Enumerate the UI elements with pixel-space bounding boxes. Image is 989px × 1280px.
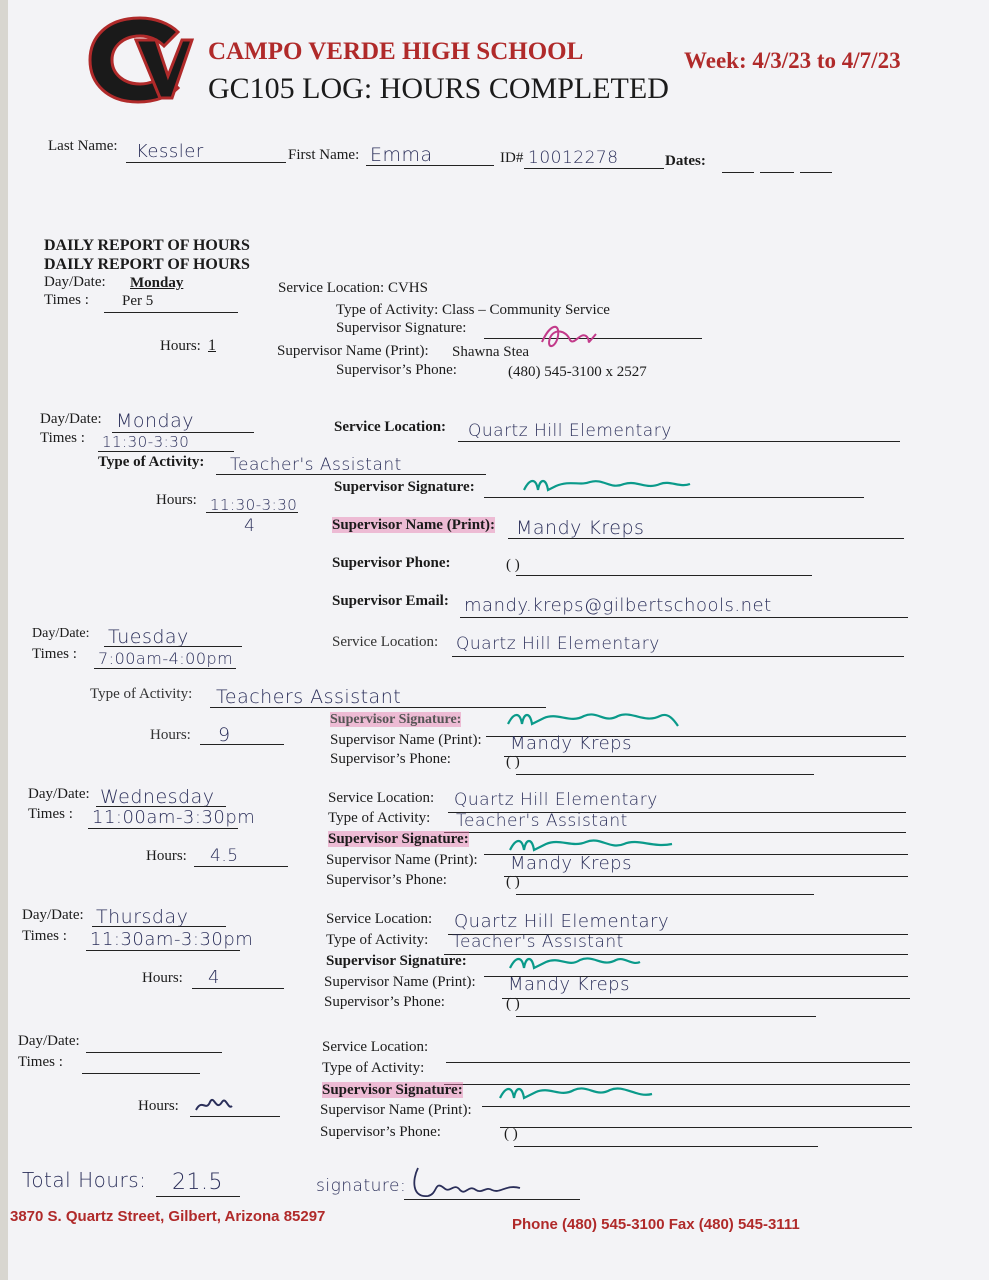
entry5-hours-line xyxy=(192,988,284,989)
entry6-phone-paren: ( ) xyxy=(504,1126,518,1142)
signature-label: signature: xyxy=(316,1176,407,1196)
entry1-hours-label: Hours: xyxy=(160,338,201,354)
entry3-day[interactable]: Tuesday xyxy=(108,626,189,648)
entry1-sig-label: Supervisor Signature: xyxy=(336,320,467,336)
entry3-phone-line xyxy=(516,774,814,775)
entry5-name-label: Supervisor Name (Print): xyxy=(324,974,476,990)
entry4-activity-label: Type of Activity: xyxy=(328,810,431,826)
entry1-hours: 1 xyxy=(208,337,216,354)
first-name-line xyxy=(366,165,494,166)
last-name-line xyxy=(126,162,286,163)
entry5-times-line xyxy=(86,950,240,951)
student-signature-line xyxy=(404,1199,580,1200)
entry3-times-label: Times : xyxy=(32,646,77,662)
entry1-times: Per 5 xyxy=(122,293,154,309)
entry4-times-label: Times : xyxy=(28,806,73,822)
entry5-sig-label: Supervisor Signature: xyxy=(326,953,467,969)
total-hours-label: Total Hours: xyxy=(22,1168,147,1192)
entry4-day-label: Day/Date: xyxy=(28,786,90,802)
entry5-hours[interactable]: 4 xyxy=(208,967,220,988)
dates-line-3 xyxy=(800,172,832,173)
week-range: Week: 4/3/23 to 4/7/23 xyxy=(684,48,901,73)
entry3-activity[interactable]: Teachers Assistant xyxy=(216,686,402,708)
entry6-hours-line xyxy=(190,1116,280,1117)
entry5-location-label: Service Location: xyxy=(326,911,433,927)
entry4-hours-line xyxy=(194,866,288,867)
report-title-2: DAILY REPORT OF HOURS xyxy=(44,256,250,273)
school-phone-fax: Phone (480) 545-3100 Fax (480) 545-3111 xyxy=(512,1216,800,1233)
entry5-day-line xyxy=(92,926,226,927)
id-label: ID# xyxy=(500,150,524,166)
total-hours-value[interactable]: 21.5 xyxy=(172,1170,223,1195)
entry4-activity[interactable]: Teacher's Assistant xyxy=(456,811,628,831)
entry4-name-line xyxy=(504,876,908,877)
entry2-email[interactable]: mandy.kreps@gilbertschools.net xyxy=(464,595,772,616)
entry2-hours-line xyxy=(206,512,298,513)
entry3-location[interactable]: Quartz Hill Elementary xyxy=(456,634,660,654)
last-name-value[interactable]: Kessler xyxy=(136,141,204,162)
entry2-location-line xyxy=(458,441,900,442)
entry3-times[interactable]: 7:00am-4:00pm xyxy=(98,649,234,668)
cv-logo xyxy=(86,14,194,106)
entry5-name-line xyxy=(502,998,910,999)
entry3-location-line xyxy=(452,656,904,657)
entry3-times-line xyxy=(94,668,236,669)
entry2-phone-label: Supervisor Phone: xyxy=(332,555,451,571)
entry1-location: Service Location: CVHS xyxy=(278,280,428,296)
entry5-location[interactable]: Quartz Hill Elementary xyxy=(454,911,670,932)
entry3-name-line xyxy=(504,756,906,757)
entry4-hours-label: Hours: xyxy=(146,848,187,864)
entry2-hours-label: Hours: xyxy=(156,492,197,508)
entry2-day[interactable]: Monday xyxy=(116,410,195,432)
entry3-day-line xyxy=(104,646,242,647)
entry1-name: Shawna Stea xyxy=(452,344,530,360)
dates-label: Dates: xyxy=(665,153,706,169)
entry2-sig-label: Supervisor Signature: xyxy=(334,479,475,495)
entry2-hours[interactable]: 11:30-3:30 xyxy=(210,496,298,514)
entry3-sig-label: Supervisor Signature: xyxy=(330,712,462,727)
entry4-day[interactable]: Wednesday xyxy=(100,786,215,808)
total-hours-line xyxy=(156,1196,240,1197)
entry1-phone-label: Supervisor’s Phone: xyxy=(336,362,457,378)
first-name-label: First Name: xyxy=(288,147,360,163)
entry1-day-label: Day/Date: xyxy=(44,274,106,290)
entry6-times-line xyxy=(82,1073,200,1074)
entry2-location-label: Service Location: xyxy=(334,419,447,435)
entry6-phone-label: Supervisor’s Phone: xyxy=(320,1124,441,1140)
entry2-activity[interactable]: Teacher's Assistant xyxy=(230,455,402,475)
entry5-activity[interactable]: Teacher's Assistant xyxy=(452,932,624,952)
entry6-day-label: Day/Date: xyxy=(18,1033,80,1049)
entry3-hours-label: Hours: xyxy=(150,727,191,743)
dates-line-2 xyxy=(760,172,794,173)
entry3-day-label: Day/Date: xyxy=(32,626,90,641)
entry2-activity-label: Type of Activity: xyxy=(98,454,205,470)
entry5-day[interactable]: Thursday xyxy=(96,906,189,928)
entry2-activity-line xyxy=(216,474,486,475)
entry2-name-label: Supervisor Name (Print): xyxy=(332,517,496,533)
entry6-location-line xyxy=(446,1062,910,1063)
entry5-times-label: Times : xyxy=(22,928,67,944)
entry4-sig-label: Supervisor Signature: xyxy=(328,831,469,847)
entry6-activity-label: Type of Activity: xyxy=(322,1060,425,1076)
school-name: CAMPO VERDE HIGH SCHOOL xyxy=(208,38,584,65)
entry1-activity: Type of Activity: Class – Community Service xyxy=(336,302,610,318)
entry5-phone-label: Supervisor’s Phone: xyxy=(324,994,445,1010)
entry2-name-line xyxy=(508,538,904,539)
entry3-hours-line xyxy=(200,744,284,745)
entry3-hours[interactable]: 9 xyxy=(218,724,231,746)
entry4-hours[interactable]: 4.5 xyxy=(210,846,239,866)
entry5-name[interactable]: Mandy Kreps xyxy=(508,974,630,995)
entry4-name[interactable]: Mandy Kreps xyxy=(510,853,632,874)
entry4-name-label: Supervisor Name (Print): xyxy=(326,852,478,868)
entry4-phone-paren: ( ) xyxy=(506,874,520,890)
entry3-location-label: Service Location: xyxy=(332,634,439,650)
entry2-times[interactable]: 11:30-3:30 xyxy=(102,433,190,451)
entry6-phone-line xyxy=(514,1146,818,1147)
entry5-day-label: Day/Date: xyxy=(22,907,84,923)
entry5-hours-label: Hours: xyxy=(142,970,183,986)
entry2-day-label: Day/Date: xyxy=(40,411,102,427)
entry5-phone-paren: ( ) xyxy=(506,996,520,1012)
entry1-day: Monday xyxy=(130,275,184,291)
entry4-phone-line xyxy=(516,894,814,895)
entry1-phone: (480) 545-3100 x 2527 xyxy=(508,364,647,380)
entry6-signature-image xyxy=(496,1082,656,1110)
entry2-email-label: Supervisor Email: xyxy=(332,593,449,609)
entry6-times-label: Times : xyxy=(18,1054,63,1070)
entry4-times[interactable]: 11:00am-3:30pm xyxy=(92,807,256,828)
log-title: GC105 LOG: HOURS COMPLETED xyxy=(208,72,669,105)
entry6-location-label: Service Location: xyxy=(322,1039,429,1055)
school-address: 3870 S. Quartz Street, Gilbert, Arizona 85297 xyxy=(10,1208,326,1225)
entry5-phone-line xyxy=(516,1016,816,1017)
entry6-name-label: Supervisor Name (Print): xyxy=(320,1102,472,1118)
entry6-day-line xyxy=(86,1052,222,1053)
id-line xyxy=(524,168,664,169)
entry2-signature-image xyxy=(520,472,700,500)
entry3-activity-label: Type of Activity: xyxy=(90,686,193,702)
entry4-location[interactable]: Quartz Hill Elementary xyxy=(454,790,658,810)
entry6-sig-label: Supervisor Signature: xyxy=(322,1082,463,1098)
entry2-name[interactable]: Mandy Kreps xyxy=(516,517,645,539)
entry4-times-line xyxy=(88,828,238,829)
entry4-phone-label: Supervisor’s Phone: xyxy=(326,872,447,888)
entry2-times-label: Times : xyxy=(40,430,85,446)
entry6-name-line xyxy=(500,1127,912,1128)
entry2-location[interactable]: Quartz Hill Elementary xyxy=(468,421,672,441)
report-title-1: DAILY REPORT OF HOURS xyxy=(44,237,250,254)
entry6-hours-scribble xyxy=(194,1094,234,1116)
entry3-phone-label: Supervisor’s Phone: xyxy=(330,751,451,767)
entry3-name-label: Supervisor Name (Print): xyxy=(330,732,482,748)
entry1-signature-image xyxy=(536,316,606,356)
entry2-phone-line xyxy=(516,575,812,576)
entry3-activity-line xyxy=(210,707,546,708)
entry3-signature-image xyxy=(504,706,684,736)
entry2-phone-paren: ( ) xyxy=(506,557,520,573)
entry2-times-line xyxy=(98,451,234,452)
id-value[interactable]: 10012278 xyxy=(528,148,619,168)
entry1-times-line xyxy=(104,312,238,313)
entry5-activity-label: Type of Activity: xyxy=(326,932,429,948)
dates-line-1 xyxy=(722,172,754,173)
last-name-label: Last Name: xyxy=(48,138,118,154)
entry2-email-line xyxy=(460,617,908,618)
first-name-value[interactable]: Emma xyxy=(370,144,433,166)
entry3-name[interactable]: Mandy Kreps xyxy=(510,733,632,754)
entry5-times[interactable]: 11:30am-3:30pm xyxy=(90,929,254,950)
entry1-name-label: Supervisor Name (Print): xyxy=(277,343,429,359)
entry1-times-label: Times : xyxy=(44,292,89,308)
entry6-hours-label: Hours: xyxy=(138,1098,179,1114)
entry2-hours-total[interactable]: 4 xyxy=(244,516,256,536)
entry4-location-label: Service Location: xyxy=(328,790,435,806)
entry3-phone-paren: ( ) xyxy=(506,754,520,770)
student-signature-image xyxy=(408,1160,528,1210)
